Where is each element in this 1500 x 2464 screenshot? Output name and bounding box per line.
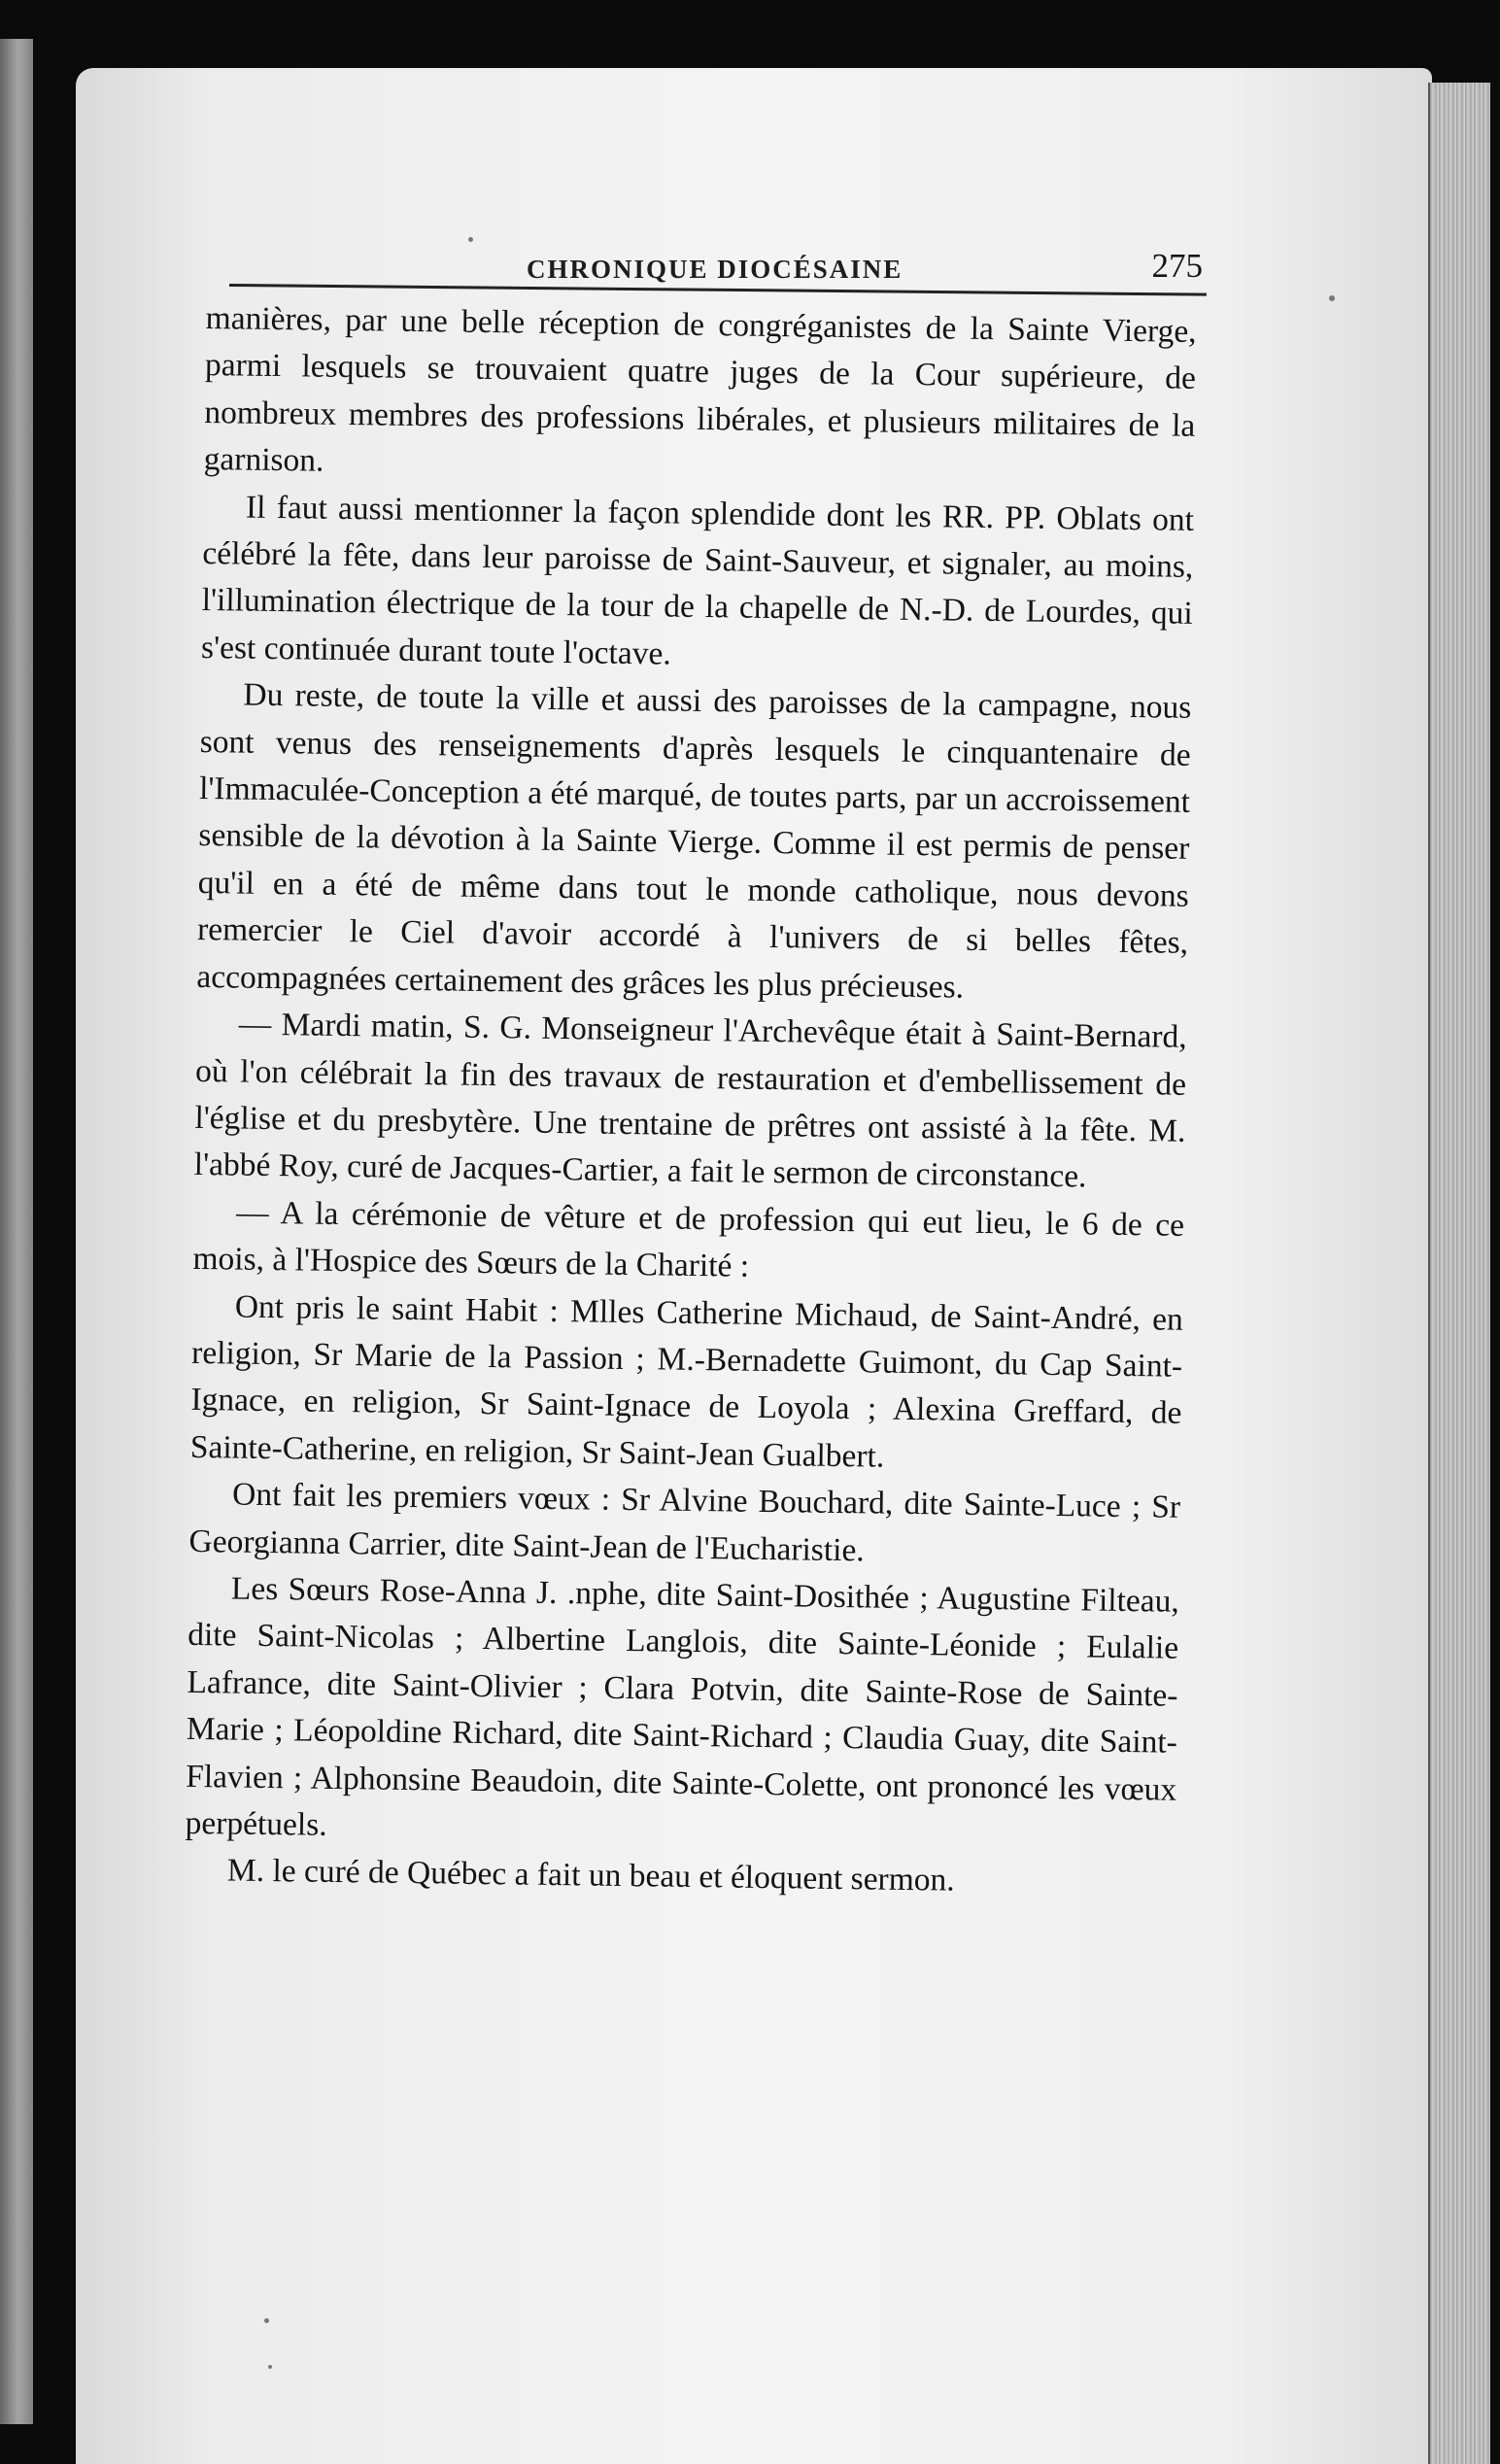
- paragraph: M. le curé de Québec a fait un beau et éloquent sermon.: [226, 1852, 955, 1899]
- paragraph: Les Sœurs Rose-Anna J. .nphe, dite Saint-Dosithée ; Augustine Filteau, dite Saint-Nicolas ; Albertine Langlois, dite Sainte-Léonide ; Eulalie Lafrance, dite Saint-Olivier ; Clara Potvin, dite Sainte-Rose de Sainte-Marie ; Léopoldine Richard, dite Saint-Richard ; Claudia Guay, dite Saint-Flavien ; Alphonsine Beaudoin, dite Sainte-Colette, ont prononcé les vœux perpétuels.: [185, 1570, 1180, 1843]
- paragraph: — Mardi matin, S. G. Monseigneur l'Archevêque était à Saint-Bernard, où l'on célébrait la fin des travaux de restauration et d'embellissement de l'église et du presbytère. Une trentaine de prêtres ont assisté à la fête. M. l'abbé Roy, curé de Jacques-Cartier, a fait le sermon de circonstance.: [193, 1006, 1187, 1195]
- page-stack-edge: [1428, 83, 1490, 2464]
- paragraph: manières, par une belle réception de congréganistes de la Sainte Vierge, parmi lesquels se trouvaient quatre juges de la Cour supérieure, de nombreux membres des professions libérales, et plusieurs militaires de la garnison.: [203, 299, 1197, 479]
- adjacent-page-edge: [0, 39, 33, 2424]
- paragraph: Il faut aussi mentionner la façon splendide dont les RR. PP. Oblats ont célébré la fête, dans leur paroisse de Saint-Sauveur, et signaler, au moins, l'illumination électrique de la tour de la chapelle de N.-D. de Lourdes, qui s'est continuée durant toute l'octave.: [200, 489, 1195, 672]
- running-title: CHRONIQUE DIOCÉSAINE: [527, 255, 903, 284]
- paragraph: Ont pris le saint Habit : Mlles Catherine Michaud, de Saint-André, en religion, Sr Marie de la Passion ; M.-Bernadette Guimont, du Cap Saint-Ignace, en religion, Sr Saint-Ignace de Loyola ; Alexina Greffard, de Sainte-Catherine, en religion, Sr Saint-Jean Gualbert.: [189, 1288, 1183, 1475]
- paragraph: Ont fait les premiers vœux : Sr Alvine Bouchard, dite Sainte-Luce ; Sr Georgianna Carrier, dite Saint-Jean de l'Eucharistie.: [188, 1476, 1181, 1568]
- body-text: [185, 295, 1197, 1908]
- paragraph: Du reste, de toute la ville et aussi des paroisses de la campagne, nous sont venus des renseignements d'après lesquels le cinquantenaire de l'Immaculée-Conception a été marqué, de toutes parts, par un accroissement sensible de la dévotion à la Sainte Vierge. Comme il est permis de penser qu'il en a été de même dans tout le monde catholique, nous devons remercier le Ciel d'avoir accordé à l'univers de si belles fêtes, accompagnées certainement des grâces les plus précieuses.: [196, 676, 1192, 1006]
- ink-speck: [468, 237, 473, 242]
- ink-speck: [1329, 295, 1335, 301]
- paragraph: — A la cérémonie de vêture et de profession qui eut lieu, le 6 de ce mois, à l'Hospice des Sœurs de la Charité :: [192, 1194, 1185, 1284]
- ink-speck: [264, 2318, 269, 2323]
- ink-speck: [268, 2365, 272, 2369]
- page-number: 275: [1151, 247, 1203, 285]
